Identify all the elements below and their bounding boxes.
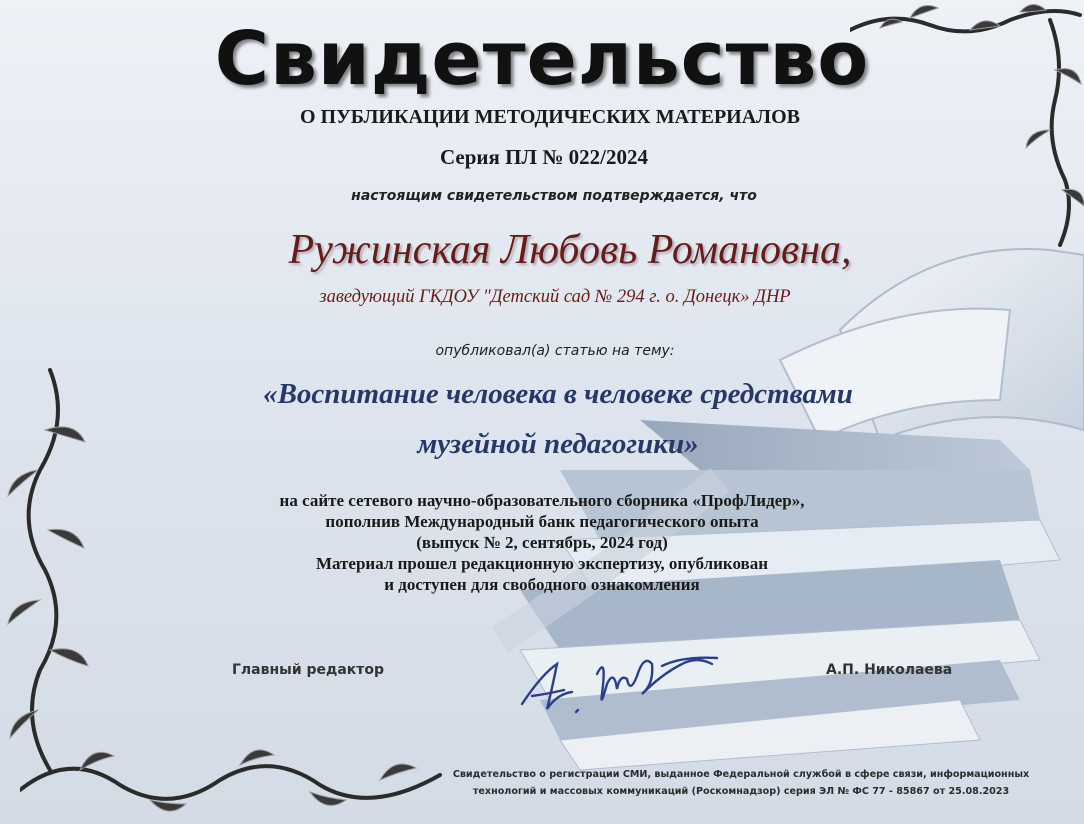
topic-line-1: «Воспитание человека в человеке средствами	[263, 378, 853, 410]
signature	[512, 634, 722, 724]
certificate-subtitle: О ПУБЛИКАЦИИ МЕТОДИЧЕСКИХ МАТЕРИАЛОВ	[300, 106, 800, 128]
publication-details	[0, 490, 1084, 595]
editor-label: Главный редактор	[232, 662, 385, 678]
topic-line-2: музейной педагогики»	[417, 428, 699, 460]
recipient-position: заведующий ГКДОУ "Детский сад № 294 г. о. Донецк» ДНР	[319, 287, 791, 307]
certificate-title: Свидетельство	[214, 16, 870, 102]
footer-line: технологий и массовых коммуникаций (Роскомнадзор) серия ЭЛ № ФС 77 - 85867 от 25.08.2023	[472, 786, 1010, 797]
recipient-name: Ружинская Любовь Романовна,	[288, 227, 852, 273]
series-number: Серия ПЛ № 022/2024	[439, 145, 649, 169]
ornament-vine-bottom	[20, 730, 450, 824]
details-line: Материал прошел редакционную экспертизу, опубликован	[315, 554, 769, 573]
published-text: опубликовал(а) статью на тему:	[435, 343, 675, 359]
editor-name: А.П. Николаева	[826, 662, 953, 678]
details-line: и доступен для свободного ознакомления	[384, 575, 700, 594]
details-line: (выпуск № 2, сентябрь, 2024 год)	[416, 533, 668, 552]
footer-line: Свидетельство о регистрации СМИ, выданное Федеральной службой в сфере связи, информационных	[452, 769, 1030, 780]
details-line: пополнив Международный банк педагогического опыта	[325, 512, 759, 531]
details-line: на сайте сетевого научно-образовательного сборника «ПрофЛидер»,	[279, 491, 805, 510]
confirm-text: настоящим свидетельством подтверждается, что	[351, 188, 757, 204]
registration-footer	[452, 766, 1030, 800]
